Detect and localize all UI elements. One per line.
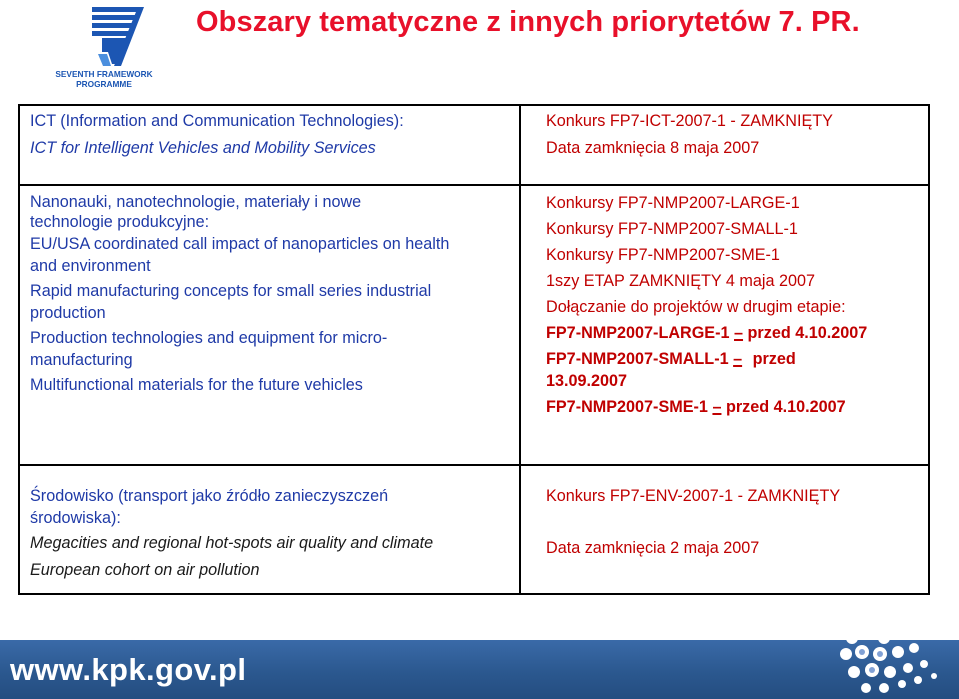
logo-line2: PROGRAMME xyxy=(76,79,132,89)
ict-call-status: Konkurs FP7-ICT-2007-1 - ZAMKNIĘTY xyxy=(546,112,833,130)
nmp-deadline-small: FP7-NMP2007-SMALL-1 – przed xyxy=(546,350,796,368)
table-row-divider xyxy=(18,464,930,466)
nmp-item: Rapid manufacturing concepts for small series industrial xyxy=(30,282,432,300)
page-title: Obszary tematyczne z innych priorytetów 7. PR. xyxy=(196,6,860,38)
footer-url[interactable]: www.kpk.gov.pl xyxy=(10,652,247,687)
env-call-status: Konkurs FP7-ENV-2007-1 - ZAMKNIĘTY xyxy=(546,487,841,505)
fp7-logo xyxy=(54,4,154,90)
table-row-divider xyxy=(18,184,930,186)
nmp-call: Konkursy FP7-NMP2007-SMALL-1 xyxy=(546,220,798,238)
nmp-item: Multifunctional materials for the future vehicles xyxy=(30,376,363,394)
env-heading-line2: środowiska): xyxy=(30,508,121,527)
ict-item: ICT for Intelligent Vehicles and Mobility Services xyxy=(30,138,376,157)
logo-line1: SEVENTH FRAMEWORK xyxy=(55,69,153,79)
nmp-heading-line2: technologie produkcyjne: xyxy=(30,212,210,231)
nmp-item: and environment xyxy=(30,256,151,275)
env-call-cell xyxy=(546,484,926,560)
footer-bar xyxy=(0,640,959,699)
nmp-item: Production technologies and equipment for micro- xyxy=(30,329,388,347)
ict-call-cell xyxy=(546,109,926,160)
ict-topic-cell xyxy=(30,109,510,160)
nmp-item: EU/USA coordinated call impact of nanoparticles on health xyxy=(30,235,450,253)
nmp-stage-status: 1szy ETAP ZAMKNIĘTY 4 maja 2007 xyxy=(546,272,815,290)
env-item: European cohort on air pollution xyxy=(30,560,260,579)
nmp-deadline-small-date: 13.09.2007 xyxy=(546,372,628,390)
nmp-topic-cell xyxy=(30,190,510,398)
env-heading-line1: Środowisko (transport jako źródło zanieczyszczeń xyxy=(30,487,389,505)
nmp-call-cell xyxy=(546,190,926,420)
env-item: Megacities and regional hot-spots air quality and climate xyxy=(30,534,434,552)
env-call-deadline: Data zamknięcia 2 maja 2007 xyxy=(546,538,760,557)
nmp-join-note: Dołączanie do projektów w drugim etapie: xyxy=(546,298,846,316)
nmp-deadline-sme: FP7-NMP2007-SME-1 – przed 4.10.2007 xyxy=(546,398,846,416)
env-topic-cell xyxy=(30,484,510,582)
nmp-heading-line1: Nanonauki, nanotechnologie, materiały i nowe xyxy=(30,193,362,211)
ict-heading: ICT (Information and Communication Technologies): xyxy=(30,112,404,130)
nmp-call: Konkursy FP7-NMP2007-LARGE-1 xyxy=(546,194,800,212)
decorative-dots-graphic xyxy=(832,626,952,699)
nmp-call: Konkursy FP7-NMP2007-SME-1 xyxy=(546,246,780,264)
nmp-item: production xyxy=(30,303,106,322)
nmp-deadline-large: FP7-NMP2007-LARGE-1 – przed 4.10.2007 xyxy=(546,324,868,342)
table-column-divider xyxy=(519,104,521,595)
ict-call-deadline: Data zamknięcia 8 maja 2007 xyxy=(546,138,760,157)
nmp-item: manufacturing xyxy=(30,350,133,369)
